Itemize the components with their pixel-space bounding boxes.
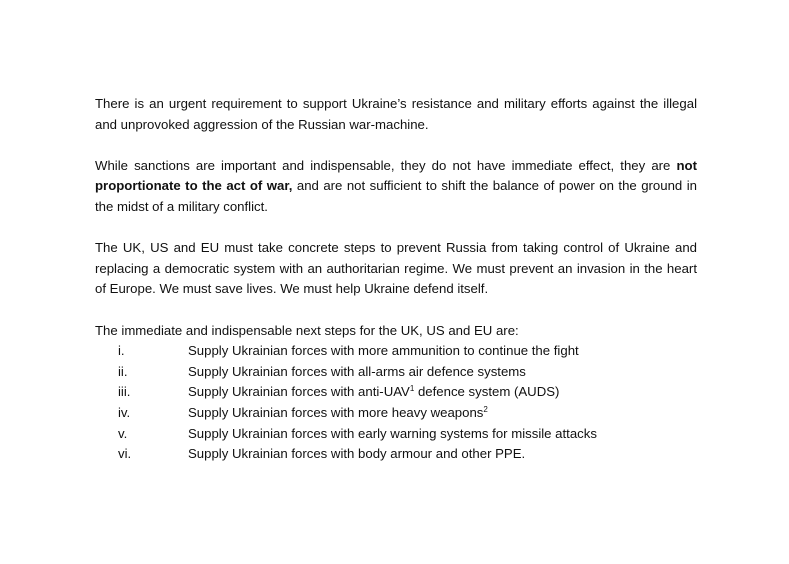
sanctions-text-start: While sanctions are important and indispensable, they do not have immediate effect, they are xyxy=(95,157,677,173)
list-item-number: iv. xyxy=(118,404,131,420)
list-item-text xyxy=(188,382,559,403)
list-item xyxy=(95,382,697,403)
paragraph-sanctions xyxy=(95,156,697,218)
sanctions-text-end: and are not sufficient to shift the balance of power on the ground in the midst of a military conflict. xyxy=(95,178,697,214)
document-page xyxy=(95,94,697,465)
list-item-number: vi. xyxy=(118,446,132,462)
list-item-number: ii. xyxy=(118,363,128,379)
list-item-text-end: defence system (AUDS) xyxy=(414,384,560,400)
list-item-text: Supply Ukrainian forces with all-arms air defence systems xyxy=(188,363,526,379)
footnote-reference: 2 xyxy=(483,404,488,414)
list-item-text: Supply Ukrainian forces with more ammunition to continue the fight xyxy=(188,343,579,359)
list-item xyxy=(95,341,697,362)
list-item-text-start: Supply Ukrainian forces with anti-UAV xyxy=(188,384,410,400)
list-item-number: iii. xyxy=(118,384,131,400)
list-item xyxy=(95,444,697,465)
list-item-text xyxy=(188,403,488,424)
list-item-number: v. xyxy=(118,425,128,441)
steps-intro: The immediate and indispensable next steps for the UK, US and EU are: xyxy=(95,322,519,338)
list-item xyxy=(95,362,697,383)
list-item xyxy=(95,424,697,445)
list-item-text: Supply Ukrainian forces with early warning systems for missile attacks xyxy=(188,425,597,441)
steps-list xyxy=(95,341,697,465)
list-item-text-start: Supply Ukrainian forces with more heavy weapons xyxy=(188,404,484,420)
list-item-number: i. xyxy=(118,343,125,359)
list-item xyxy=(95,403,697,424)
list-item-text: Supply Ukrainian forces with body armour and other PPE. xyxy=(188,446,526,462)
sanctions-bold-text: not proportionate to the act of war, xyxy=(95,157,697,194)
footnote-reference: 1 xyxy=(409,384,415,394)
paragraph-concrete-steps: The UK, US and EU must take concrete steps to prevent Russia from taking control of Ukraine and replacing a democratic system with an authoritarian regime. We must prevent an invasion in the heart of Europe. We must save lives. We must help Ukraine defend itself. xyxy=(95,240,697,297)
paragraph-support-ukraine: There is an urgent requirement to support Ukraine’s resistance and military efforts against the illegal and unprovoked aggression of the Russian war-machine. xyxy=(95,96,697,132)
